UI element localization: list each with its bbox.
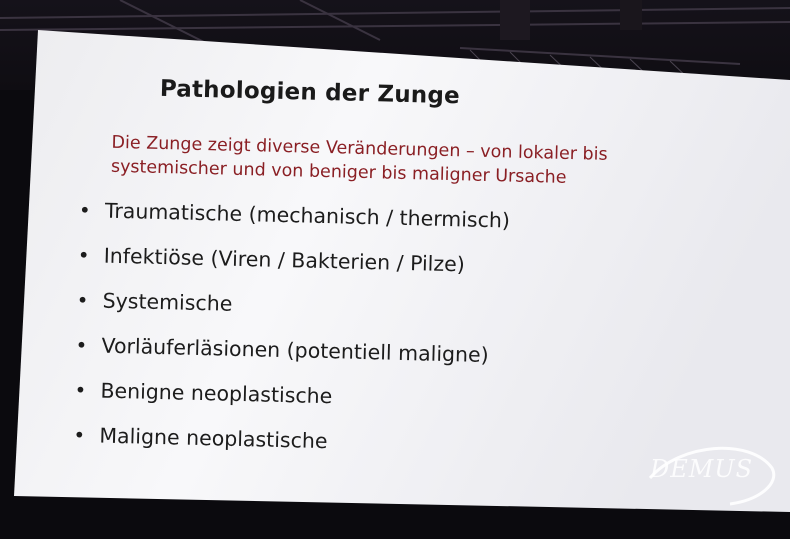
bullet-item: • Vorläuferläsionen (potentiell maligne) bbox=[75, 333, 507, 389]
bullet-list bbox=[73, 198, 511, 478]
bullet-item: • Traumatische (mechanisch / thermisch) bbox=[78, 198, 510, 254]
bullet-item: • Systemische bbox=[76, 288, 508, 344]
bullet-item: • Infektiöse (Viren / Bakterien / Pilze) bbox=[77, 243, 509, 299]
subtitle-line-1: Die Zunge zeigt diverse Veränderungen – von lokaler bis bbox=[111, 132, 608, 165]
slide-subtitle bbox=[111, 131, 608, 191]
slide-title: Pathologien der Zunge bbox=[159, 75, 461, 110]
logo-text: DEMUS bbox=[650, 455, 754, 483]
subtitle-line-2: systemischer und von beniger bis maligner Ursache bbox=[110, 156, 567, 188]
bullet-item: • Maligne neoplastische bbox=[73, 423, 505, 479]
bullet-item: • Benigne neoplastische bbox=[74, 378, 506, 434]
